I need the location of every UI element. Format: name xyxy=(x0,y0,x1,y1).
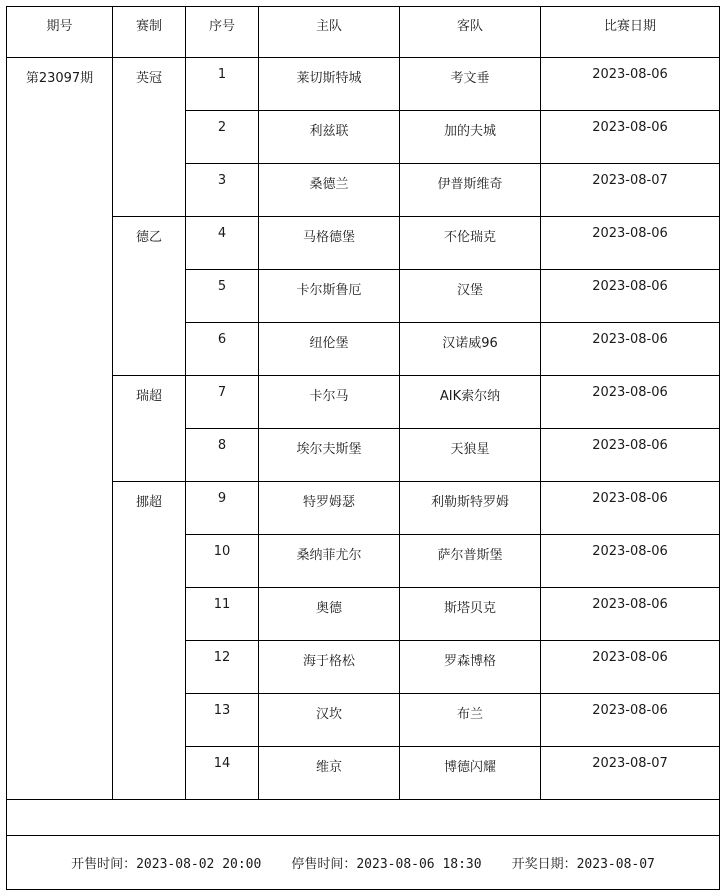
blank-cell xyxy=(7,800,720,836)
match-number: 1 xyxy=(186,58,259,111)
header-league: 赛制 xyxy=(113,7,186,58)
away-team: 利勒斯特罗姆 xyxy=(400,482,541,535)
home-team: 莱切斯特城 xyxy=(259,58,400,111)
home-team: 卡尔马 xyxy=(259,376,400,429)
footer-row xyxy=(7,836,720,890)
table-row xyxy=(7,217,720,270)
header-row xyxy=(7,7,720,58)
sale-close-info xyxy=(291,853,481,872)
sale-open-info xyxy=(71,853,261,872)
match-number: 10 xyxy=(186,535,259,588)
sale-close-time: 2023-08-06 18:30 xyxy=(356,857,482,872)
match-date: 2023-08-06 xyxy=(541,641,720,694)
match-number: 8 xyxy=(186,429,259,482)
match-number: 5 xyxy=(186,270,259,323)
draw-date-value: 2023-08-07 xyxy=(576,857,655,872)
header-match-date: 比赛日期 xyxy=(541,7,720,58)
sale-open-time: 2023-08-02 20:00 xyxy=(136,857,262,872)
match-number: 13 xyxy=(186,694,259,747)
match-number: 12 xyxy=(186,641,259,694)
match-date: 2023-08-06 xyxy=(541,217,720,270)
header-number: 序号 xyxy=(186,7,259,58)
home-team: 海于格松 xyxy=(259,641,400,694)
issue-cell: 第23097期 xyxy=(7,58,113,800)
match-date: 2023-08-06 xyxy=(541,588,720,641)
match-number: 9 xyxy=(186,482,259,535)
away-team: 伊普斯维奇 xyxy=(400,164,541,217)
match-date: 2023-08-06 xyxy=(541,482,720,535)
home-team: 卡尔斯鲁厄 xyxy=(259,270,400,323)
away-team: 加的夫城 xyxy=(400,111,541,164)
league-cell: 瑞超 xyxy=(113,376,186,482)
away-team: 罗森博格 xyxy=(400,641,541,694)
home-team: 奥德 xyxy=(259,588,400,641)
away-team: 汉诺威96 xyxy=(400,323,541,376)
away-team: 不伦瑞克 xyxy=(400,217,541,270)
match-number: 2 xyxy=(186,111,259,164)
match-date: 2023-08-06 xyxy=(541,58,720,111)
away-team: 萨尔普斯堡 xyxy=(400,535,541,588)
match-date: 2023-08-06 xyxy=(541,535,720,588)
home-team: 汉坎 xyxy=(259,694,400,747)
home-team: 纽伦堡 xyxy=(259,323,400,376)
header-home-team: 主队 xyxy=(259,7,400,58)
draw-date-info xyxy=(512,853,655,872)
league-cell: 英冠 xyxy=(113,58,186,217)
draw-date-label: 开奖日期： xyxy=(511,857,577,872)
schedule-body xyxy=(7,58,720,890)
match-date: 2023-08-06 xyxy=(541,323,720,376)
home-team: 利兹联 xyxy=(259,111,400,164)
match-number: 6 xyxy=(186,323,259,376)
home-team: 特罗姆瑟 xyxy=(259,482,400,535)
sale-open-label: 开售时间： xyxy=(71,857,137,872)
away-team: AIK索尔纳 xyxy=(400,376,541,429)
league-cell: 德乙 xyxy=(113,217,186,376)
table-row xyxy=(7,376,720,429)
table-row xyxy=(7,482,720,535)
sale-close-label: 停售时间： xyxy=(291,857,357,872)
home-team: 马格德堡 xyxy=(259,217,400,270)
match-date: 2023-08-06 xyxy=(541,694,720,747)
match-number: 14 xyxy=(186,747,259,800)
match-number: 4 xyxy=(186,217,259,270)
blank-row xyxy=(7,800,720,836)
match-number: 3 xyxy=(186,164,259,217)
away-team: 考文垂 xyxy=(400,58,541,111)
home-team: 桑德兰 xyxy=(259,164,400,217)
away-team: 天狼星 xyxy=(400,429,541,482)
match-date: 2023-08-07 xyxy=(541,164,720,217)
footer-cell xyxy=(7,836,720,890)
header-away-team: 客队 xyxy=(400,7,541,58)
league-cell: 挪超 xyxy=(113,482,186,800)
match-date: 2023-08-06 xyxy=(541,270,720,323)
away-team: 博德闪耀 xyxy=(400,747,541,800)
away-team: 汉堡 xyxy=(400,270,541,323)
match-number: 7 xyxy=(186,376,259,429)
away-team: 布兰 xyxy=(400,694,541,747)
match-date: 2023-08-06 xyxy=(541,376,720,429)
home-team: 埃尔夫斯堡 xyxy=(259,429,400,482)
match-date: 2023-08-06 xyxy=(541,111,720,164)
schedule-table xyxy=(6,6,720,890)
away-team: 斯塔贝克 xyxy=(400,588,541,641)
home-team: 维京 xyxy=(259,747,400,800)
home-team: 桑纳菲尤尔 xyxy=(259,535,400,588)
match-date: 2023-08-06 xyxy=(541,429,720,482)
table-row xyxy=(7,58,720,111)
header-issue: 期号 xyxy=(7,7,113,58)
match-date: 2023-08-07 xyxy=(541,747,720,800)
match-number: 11 xyxy=(186,588,259,641)
